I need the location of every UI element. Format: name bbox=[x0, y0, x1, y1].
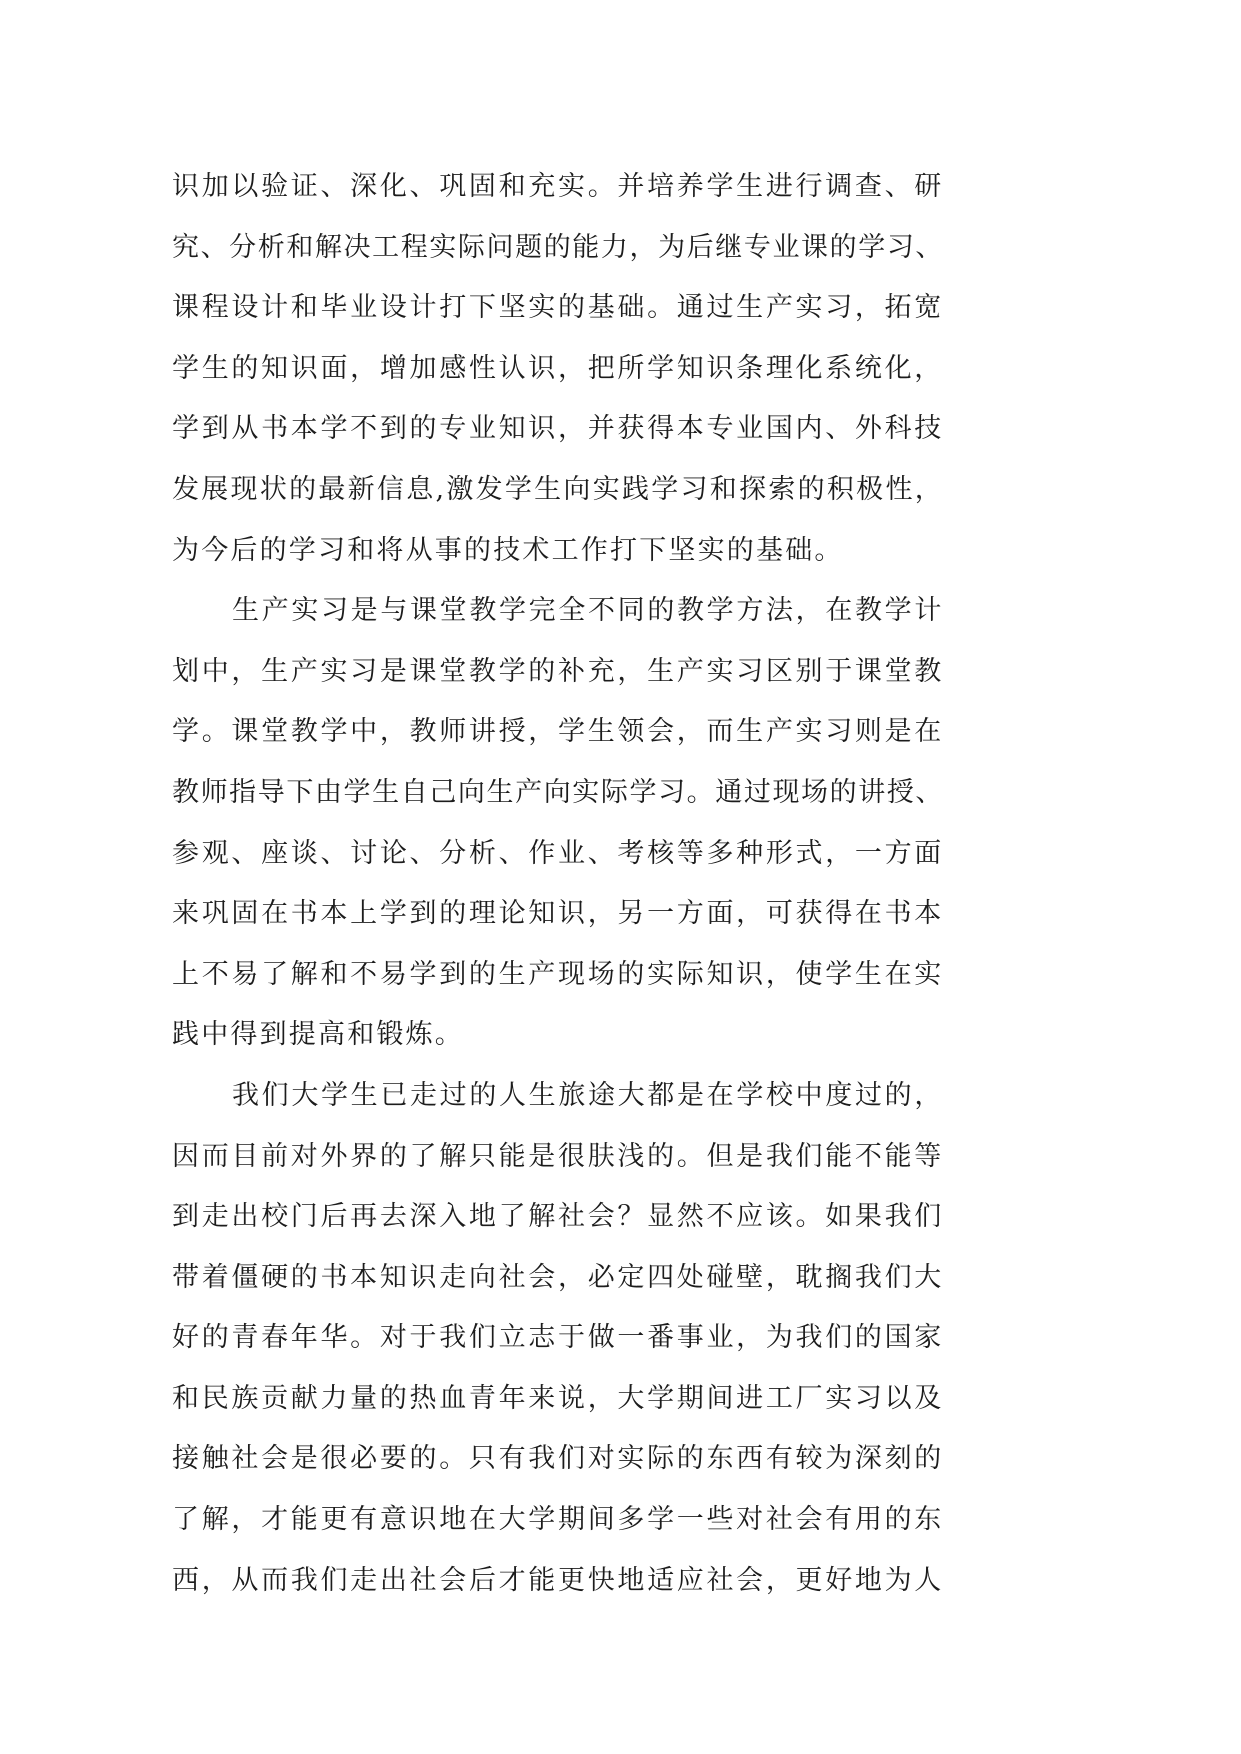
text-line: 究、分析和解决工程实际问题的能力，为后继专业课的学习、 bbox=[172, 231, 944, 263]
text-line: 学到从书本学不到的专业知识，并获得本专业国内、外科技 bbox=[172, 413, 944, 445]
text-line: 划中，生产实习是课堂教学的补充，生产实习区别于课堂教 bbox=[172, 655, 944, 687]
text-line: 到走出校门后再去深入地了解社会？显然不应该。如果我们 bbox=[172, 1201, 944, 1233]
paragraph bbox=[172, 157, 1241, 581]
text-line: 了解，才能更有意识地在大学期间多学一些对社会有用的东 bbox=[172, 1504, 944, 1536]
paragraph bbox=[172, 1066, 1241, 1611]
text-line: 学生的知识面，增加感性认识，把所学知识条理化系统化， bbox=[172, 352, 944, 384]
text-line: 和民族贡献力量的热血青年来说，大学期间进工厂实习以及 bbox=[172, 1382, 944, 1414]
text-line: 带着僵硬的书本知识走向社会，必定四处碰壁，耽搁我们大 bbox=[172, 1261, 944, 1293]
text-line: 课程设计和毕业设计打下坚实的基础。通过生产实习，拓宽 bbox=[172, 292, 944, 324]
paragraph bbox=[172, 581, 1241, 1066]
text-line: 来巩固在书本上学到的理论知识，另一方面，可获得在书本 bbox=[172, 898, 944, 930]
text-line: 接触社会是很必要的。只有我们对实际的东西有较为深刻的 bbox=[172, 1443, 944, 1475]
text-line: 上不易了解和不易学到的生产现场的实际知识，使学生在实 bbox=[172, 958, 944, 990]
text-line: 学。课堂教学中，教师讲授，学生领会，而生产实习则是在 bbox=[172, 716, 944, 748]
text-line: 践中得到提高和锻炼。 bbox=[172, 1019, 464, 1051]
text-line: 发展现状的最新信息,激发学生向实践学习和探索的积极性， bbox=[172, 473, 944, 505]
text-line: 好的青春年华。对于我们立志于做一番事业，为我们的国家 bbox=[172, 1322, 944, 1354]
text-line: 我们大学生已走过的人生旅途大都是在学校中度过的， bbox=[232, 1079, 944, 1111]
text-line: 识加以验证、深化、巩固和充实。并培养学生进行调查、研 bbox=[172, 171, 944, 202]
text-line: 生产实习是与课堂教学完全不同的教学方法，在教学计 bbox=[232, 595, 944, 627]
text-line: 为今后的学习和将从事的技术工作打下坚实的基础。 bbox=[172, 534, 844, 566]
text-line: 因而目前对外界的了解只能是很肤浅的。但是我们能不能等 bbox=[172, 1140, 944, 1172]
text-line: 参观、座谈、讨论、分析、作业、考核等多种形式，一方面 bbox=[172, 837, 944, 869]
text-line: 西，从而我们走出社会后才能更快地适应社会，更好地为人 bbox=[172, 1564, 944, 1596]
text-line: 教师指导下由学生自己向生产向实际学习。通过现场的讲授、 bbox=[172, 776, 944, 808]
